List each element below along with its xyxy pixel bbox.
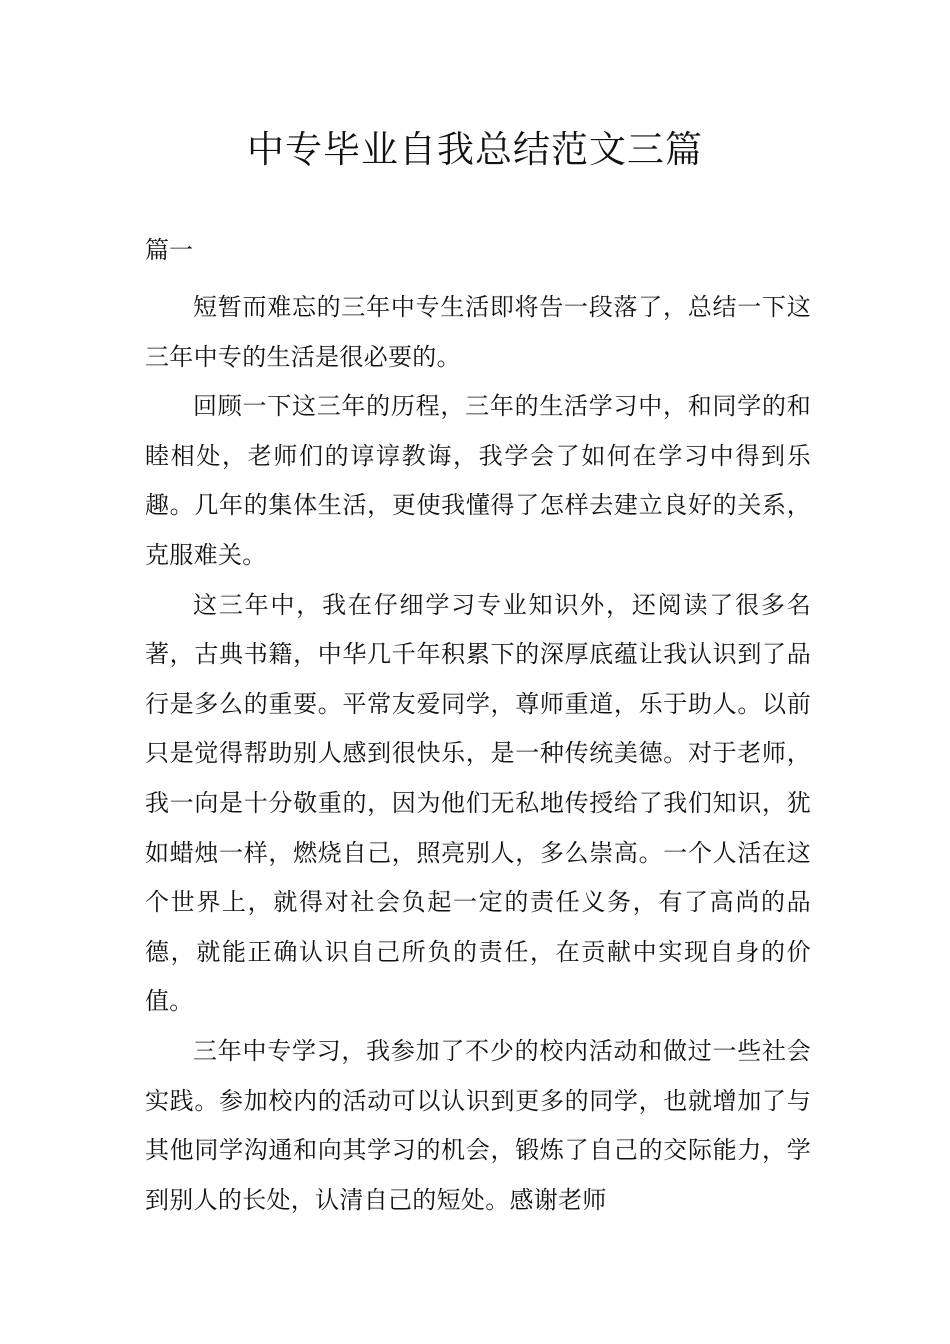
paragraph-2: 回顾一下这三年的历程，三年的生活学习中，和同学的和睦相处，老师们的谆谆教诲，我学会了如何在学习中得到乐趣。几年的集体生活，更使我懂得了怎样去建立良好的关系，克服难关。 [145, 392, 811, 569]
paragraph-1: 短暂而难忘的三年中专生活即将告一段落了，总结一下这三年中专的生活是很必要的。 [145, 293, 811, 371]
document-title: 中专毕业自我总结范文三篇 [247, 128, 703, 171]
paragraph-4: 三年中专学习，我参加了不少的校内活动和做过一些社会实践。参加校内的活动可以认识到更多的同学，也就增加了与其他同学沟通和向其学习的机会，锻炼了自己的交际能力，学到别人的长处，认清自己的短处。感谢老师 [145, 1036, 811, 1214]
section-heading: 篇一 [145, 236, 193, 264]
paragraph-3: 这三年中，我在仔细学习专业知识外，还阅读了很多名著，古典书籍，中华几千年积累下的深厚底蕴让我认识到了品行是多么的重要。平常友爱同学，尊师重道，乐于助人。以前只是觉得帮助别人感到很快乐，是一种传统美德。对于老师，我一向是十分敬重的，因为他们无私地传授给了我们知识，犹如蜡烛一样，燃烧自己，照亮别人，多么崇高。一个人活在这个世界上，就得对社会负起一定的责任义务，有了高尚的品德，就能正确认识自己所负的责任，在贡献中实现自身的价值。 [145, 590, 811, 1016]
document-body [145, 283, 811, 1225]
